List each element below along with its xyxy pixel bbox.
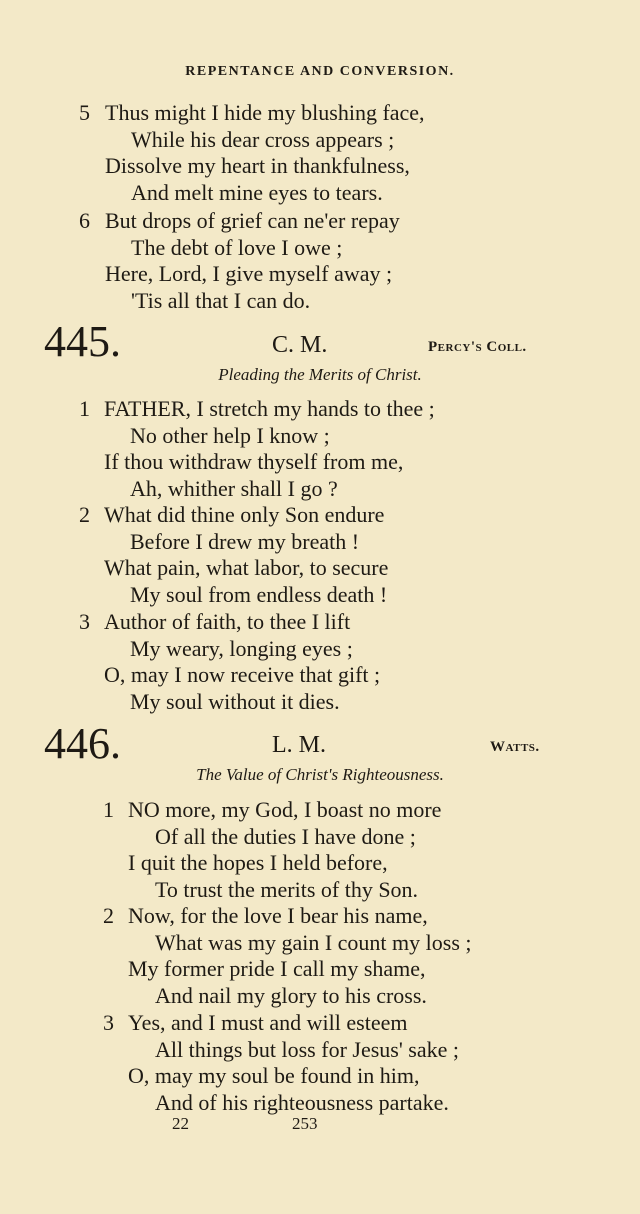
stanza-line: 6 But drops of grief can ne'er repay — [79, 208, 400, 233]
stanza-line: 2 What did thine only Son endure — [79, 502, 385, 527]
stanza-line: My soul from endless death ! — [130, 581, 388, 607]
stanza-number: 1 — [103, 797, 114, 822]
stanza-line: 2 Now, for the love I bear his name, — [103, 903, 428, 928]
stanza-line: 1 FATHER, I stretch my hands to thee ; — [79, 396, 435, 421]
stanza-line: What was my gain I count my loss ; — [155, 929, 472, 955]
stanza-line: The debt of love I owe ; — [131, 234, 343, 260]
stanza-line: And nail my glory to his cross. — [155, 982, 427, 1008]
stanza-line: What pain, what labor, to secure — [104, 555, 389, 580]
stanza-number: 2 — [103, 903, 114, 928]
stanza-line: 3 Yes, and I must and will esteem — [103, 1010, 408, 1035]
stanza-line: O, may my soul be found in him, — [128, 1063, 420, 1088]
stanza-line: No other help I know ; — [130, 422, 330, 448]
stanza-number: 3 — [79, 609, 90, 634]
stanza-line: I quit the hopes I held before, — [128, 850, 388, 875]
stanza-line: And melt mine eyes to tears. — [131, 179, 383, 205]
stanza-line: While his dear cross appears ; — [131, 126, 395, 152]
stanza-number: 3 — [103, 1010, 114, 1035]
stanza-1 — [0, 797, 640, 903]
stanza-number: 2 — [79, 502, 90, 527]
stanza-line: Dissolve my heart in thankfulness, — [105, 153, 410, 178]
stanza-2 — [0, 903, 640, 1009]
stanza-6 — [0, 208, 640, 314]
stanza-line: Ah, whither shall I go ? — [130, 475, 338, 501]
hymn-subtitle: The Value of Christ's Righteousness. — [196, 765, 444, 784]
stanza-line: Here, Lord, I give myself away ; — [105, 261, 393, 286]
stanza-line: My soul without it dies. — [130, 688, 340, 714]
stanza-5 — [0, 100, 640, 206]
stanza-line: O, may I now receive that gift ; — [104, 662, 381, 687]
stanza-line: My weary, longing eyes ; — [130, 635, 353, 661]
hymn-subtitle: Pleading the Merits of Christ. — [218, 365, 422, 384]
hymn-number-446: 446. — [44, 719, 121, 768]
stanza-line: To trust the merits of thy Son. — [155, 876, 419, 902]
stanza-line: Before I drew my breath ! — [130, 528, 360, 554]
stanza-1 — [0, 396, 640, 502]
stanza-number: 5 — [79, 100, 90, 125]
stanza-number: 1 — [79, 396, 90, 421]
page-number: 253 — [292, 1114, 318, 1133]
stanza-line: My former pride I call my shame, — [128, 956, 426, 981]
stanza-line: Of all the duties I have done ; — [155, 823, 416, 849]
hymn-meter: C. M. — [272, 332, 328, 358]
stanza-line: 'Tis all that I can do. — [131, 287, 311, 313]
signature-mark: 22 — [172, 1114, 189, 1133]
stanza-line: All things but loss for Jesus' sake ; — [155, 1036, 460, 1062]
stanza-line: 3 Author of faith, to thee I lift — [79, 609, 351, 634]
stanza-line: 1 NO more, my God, I boast no more — [103, 797, 442, 822]
stanza-3 — [0, 609, 640, 715]
hymn-number-445: 445. — [44, 317, 121, 366]
stanza-number: 6 — [79, 208, 90, 233]
hymn-meter: L. M. — [272, 732, 326, 758]
stanza-3 — [0, 1010, 640, 1116]
hymn-author: Percy's Coll. — [428, 339, 527, 355]
stanza-line: And of his righteousness partake. — [155, 1089, 449, 1115]
running-head: REPENTANCE AND CONVERSION. — [185, 64, 455, 79]
stanza-2 — [0, 502, 640, 608]
stanza-line: If thou withdraw thyself from me, — [104, 449, 404, 474]
hymn-author: Watts. — [490, 739, 540, 755]
stanza-line: 5 Thus might I hide my blushing face, — [79, 100, 425, 125]
